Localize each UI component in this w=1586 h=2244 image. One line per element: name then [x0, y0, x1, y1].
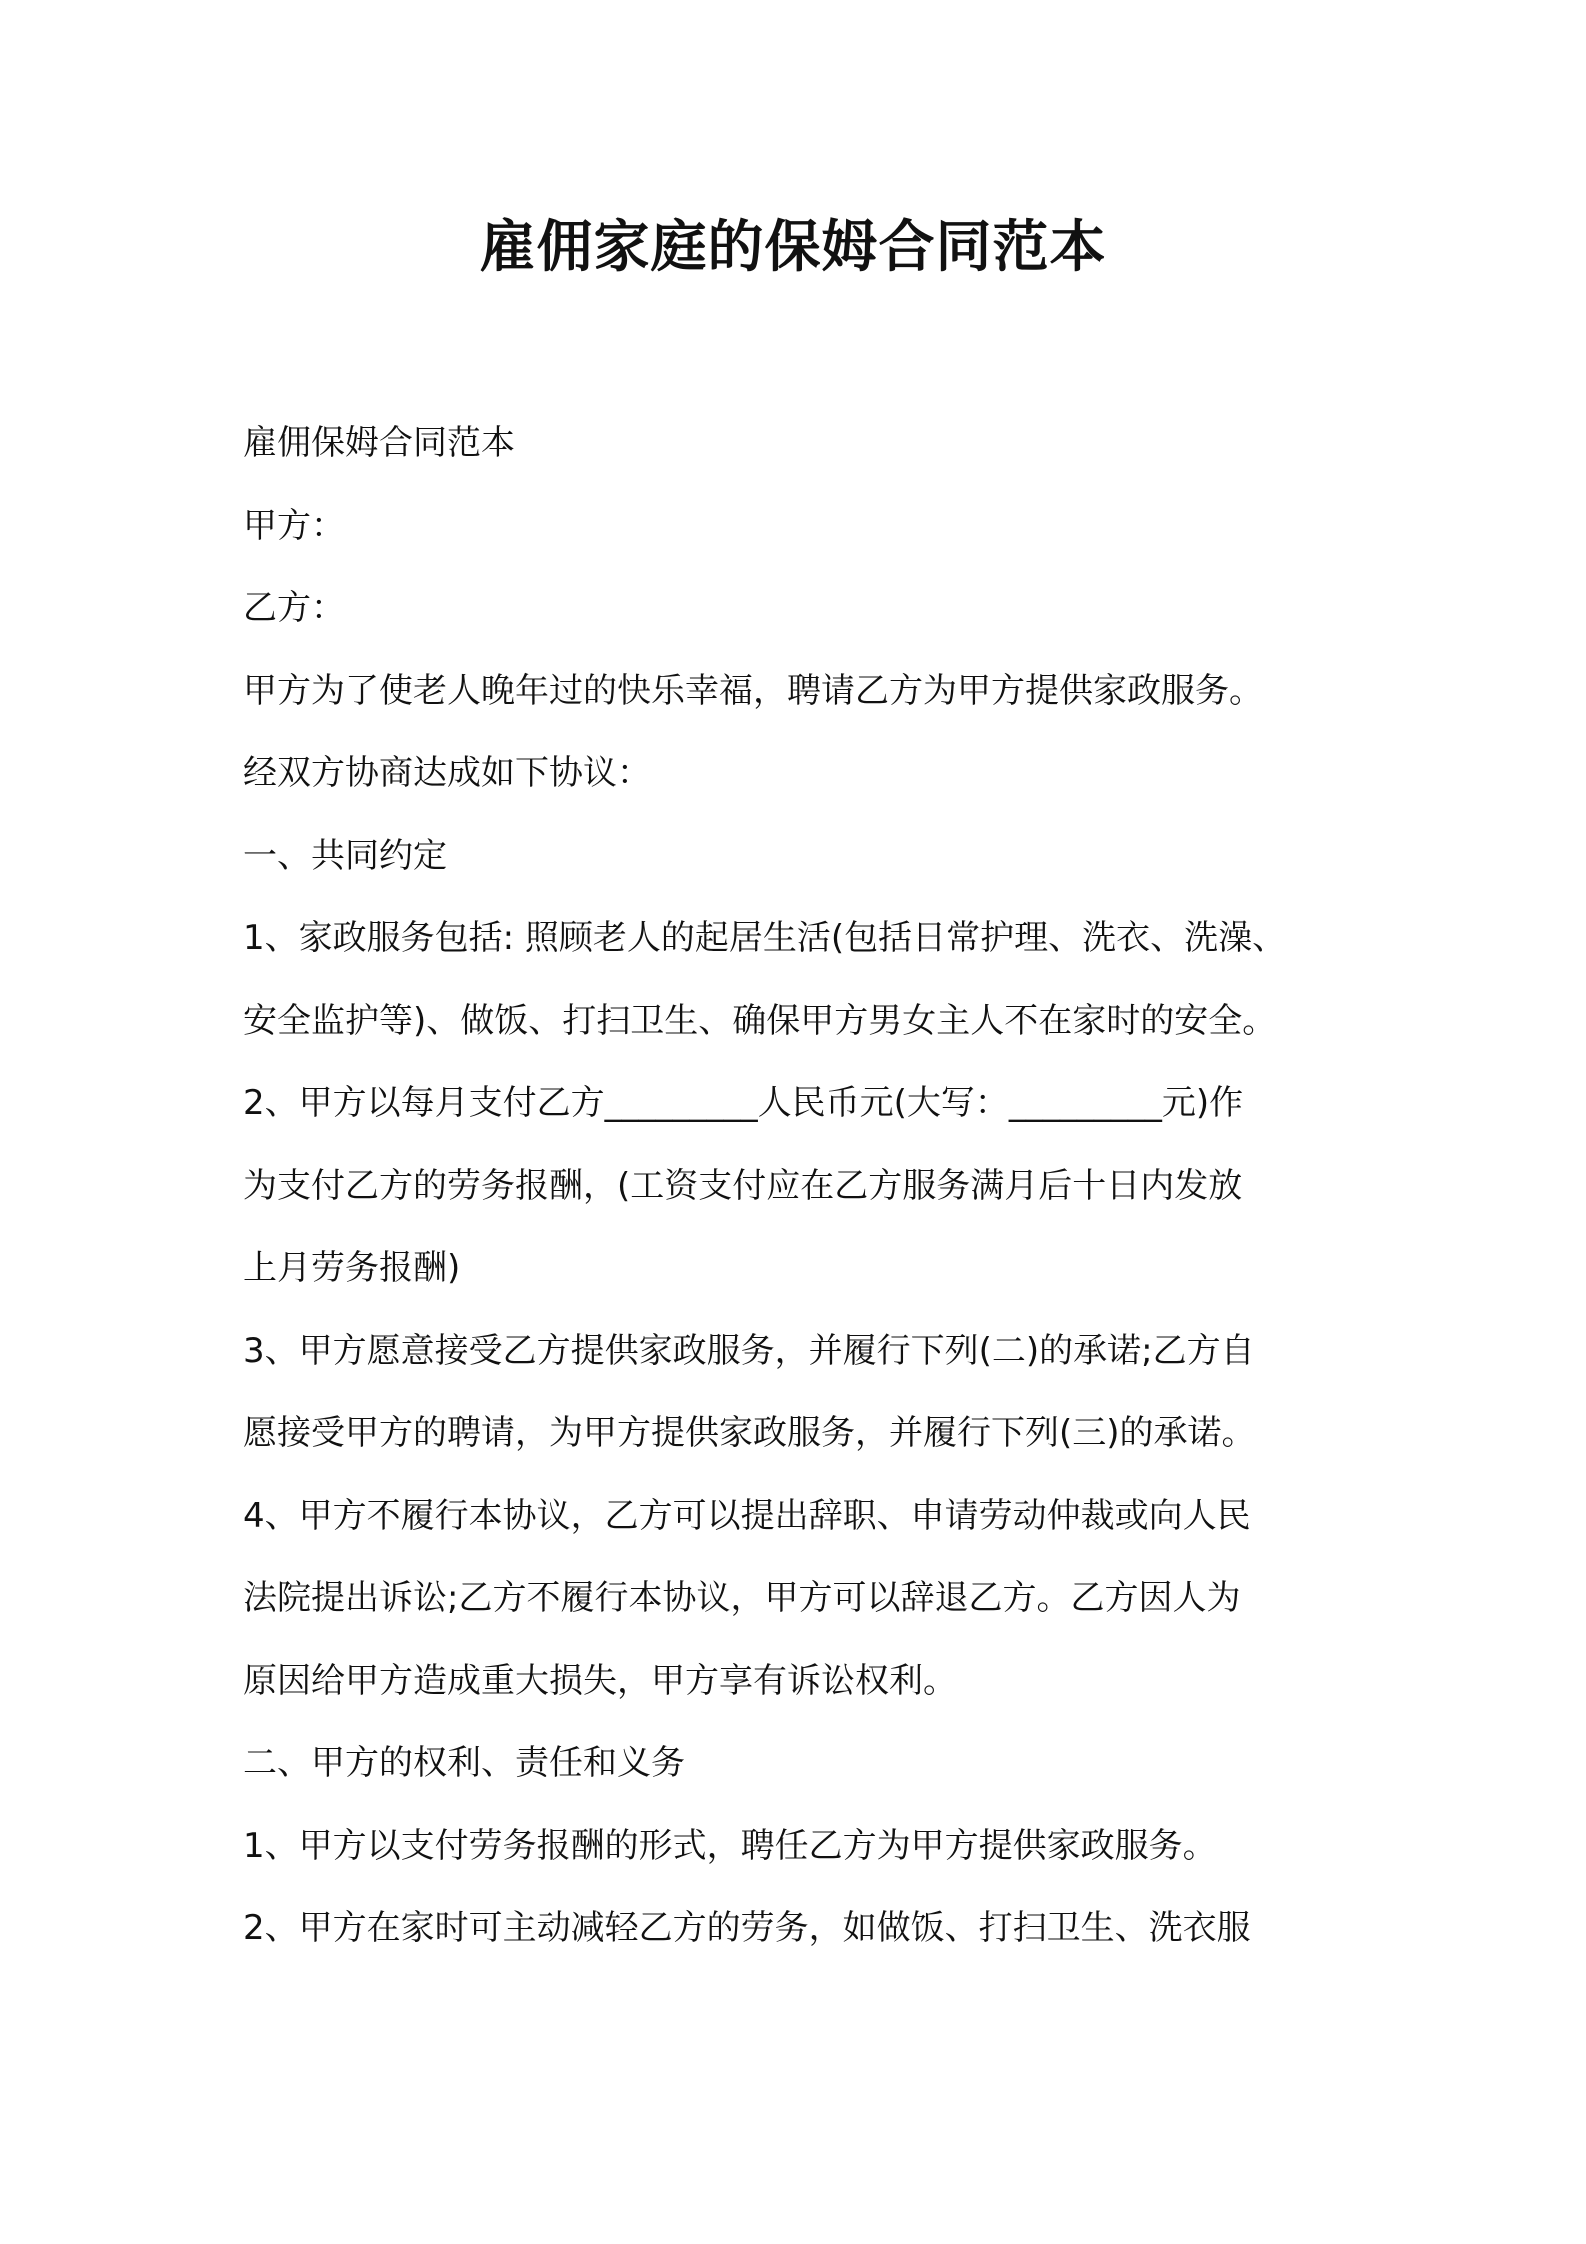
paragraph-line: 上月劳务报酬)	[243, 1248, 461, 1288]
paragraph-line: 安全监护等)、做饭、打扫卫生、确保甲方男女主人不在家时的安全。	[243, 1000, 1277, 1041]
section-heading: 一、共同约定	[243, 835, 447, 876]
paragraph-line: 法院提出诉讼;乙方不履行本协议，甲方可以辞退乙方。乙方因人为	[243, 1578, 1241, 1618]
subtitle-line: 雇佣保姆合同范本	[243, 423, 515, 463]
document-body	[243, 402, 1363, 1970]
paragraph-line: 愿接受甲方的聘请，为甲方提供家政服务，并履行下列(三)的承诺。	[243, 1413, 1256, 1453]
section-heading: 二、甲方的权利、责任和义务	[243, 1743, 685, 1783]
paragraph-line: 原因给甲方造成重大损失，甲方享有诉讼权利。	[243, 1660, 957, 1701]
document-title: 雇佣家庭的保姆合同范本	[479, 215, 1107, 280]
paragraph-line: 1、家政服务包括: 照顾老人的起居生活(包括日常护理、洗衣、洗澡、	[243, 918, 1287, 958]
paragraph-line: 甲方为了使老人晚年过的快乐幸福，聘请乙方为甲方提供家政服务。	[243, 670, 1263, 711]
paragraph-line: 为支付乙方的劳务报酬，(工资支付应在乙方服务满月后十日内发放	[243, 1165, 1243, 1206]
paragraph-line: 3、甲方愿意接受乙方提供家政服务，并履行下列(二)的承诺;乙方自	[243, 1330, 1255, 1371]
paragraph-line: 经双方协商达成如下协议：	[243, 753, 651, 793]
paragraph-line: 2、甲方以每月支付乙方_________人民币元(大写：_________元)作	[243, 1083, 1244, 1123]
party-b-line: 乙方：	[243, 588, 345, 628]
paragraph-line: 4、甲方不履行本协议，乙方可以提出辞职、申请劳动仲裁或向人民	[243, 1495, 1251, 1536]
paragraph-line: 1、甲方以支付劳务报酬的形式，聘任乙方为甲方提供家政服务。	[243, 1825, 1217, 1866]
party-a-line: 甲方：	[243, 505, 345, 546]
paragraph-line: 2、甲方在家时可主动减轻乙方的劳务，如做饭、打扫卫生、洗衣服	[243, 1908, 1251, 1948]
